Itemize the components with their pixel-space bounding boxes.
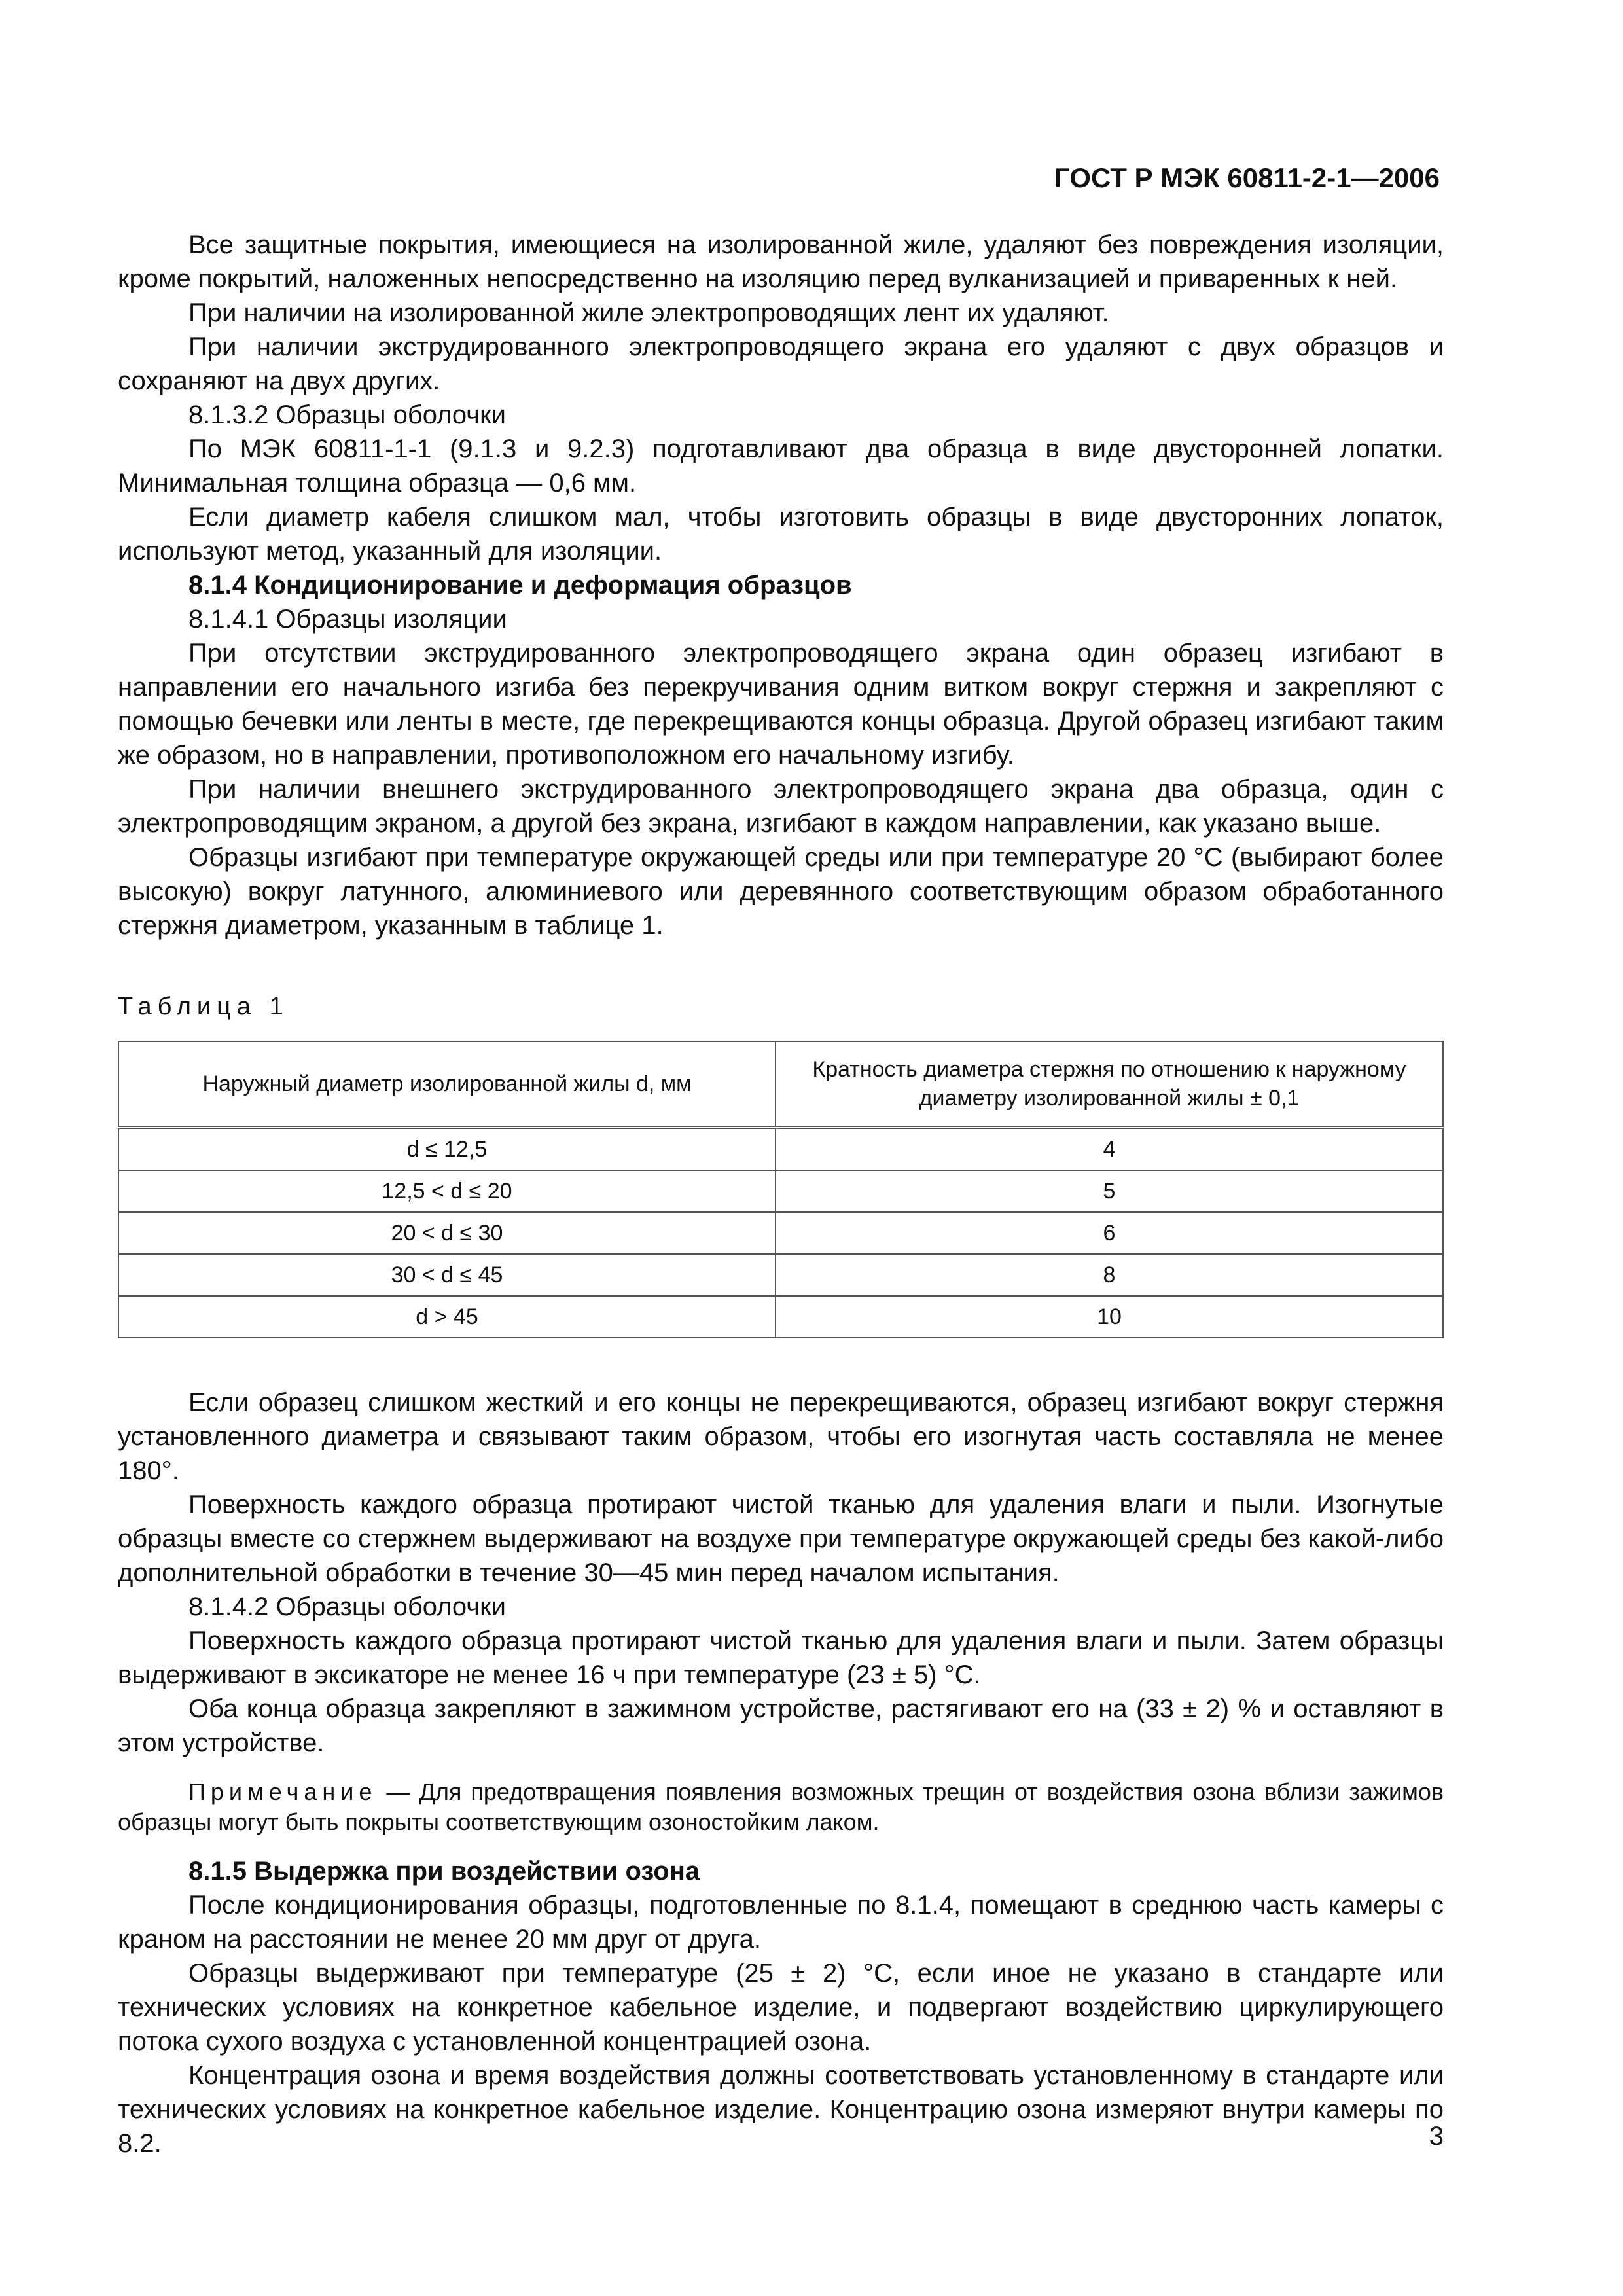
subsection-8-1-4-1: 8.1.4.1 Образцы изоляции	[188, 605, 507, 634]
table-cell-ratio: 4	[776, 1128, 1443, 1171]
column-header-outer-diameter: Наружный диаметр изолированной жилы d, мм	[118, 1041, 776, 1128]
table-cell-ratio: 10	[776, 1296, 1443, 1338]
standard-header: ГОСТ Р МЭК 60811-2-1—2006	[1054, 162, 1440, 193]
paragraph: Образцы изгибают при температуре окружающей среды или при температуре 20 °С (выбирают более высокую) вокруг латунного, алюминиевого или деревянного соответствующим образом обработанного стержня диаметром, указанным в таблице 1.	[118, 843, 1444, 940]
subsection-8-1-4-2: 8.1.4.2 Образцы оболочки	[188, 1592, 506, 1621]
page-number: 3	[1429, 2122, 1444, 2151]
subsection-8-1-3-2: 8.1.3.2 Образцы оболочки	[188, 401, 506, 429]
paragraph: При наличии на изолированной жиле электропроводящих лент их удаляют.	[188, 298, 1109, 327]
table-cell-diameter: d ≤ 12,5	[118, 1128, 776, 1171]
table-row	[118, 1170, 1443, 1212]
paragraph: Поверхность каждого образца протирают чистой тканью для удаления влаги и пыли. Затем образцы выдерживают в эксикаторе не менее 16 ч при температуре (23 ± 5) °С.	[118, 1626, 1444, 1689]
table-row	[118, 1296, 1443, 1338]
page-content	[118, 228, 1444, 2161]
paragraph: Поверхность каждого образца протирают чистой тканью для удаления влаги и пыли. Изогнутые образцы вместе со стержнем выдерживают на воздухе при температуре окружающей среды без какой-либо дополнительной обработки в течение 30—45 мин перед началом испытания.	[118, 1490, 1444, 1587]
paragraph: По МЭК 60811-1-1 (9.1.3 и 9.2.3) подготавливают два образца в виде двусторонней лопатки. Минимальная толщина образца — 0,6 мм.	[118, 435, 1444, 497]
note-text: — Для предотвращения появления возможных трещин от воздействия озона вблизи зажимов образцы могут быть покрыты соответствующим озоностойким лаком.	[118, 1778, 1444, 1835]
paragraph: При наличии экструдированного электропроводящего экрана его удаляют с двух образцов и сохраняют на двух других.	[118, 332, 1444, 395]
table-cell-diameter: 30 < d ≤ 45	[118, 1254, 776, 1296]
paragraph: Если образец слишком жесткий и его концы не перекрещиваются, образец изгибают вокруг стержня установленного диаметра и связывают таким образом, чтобы его изогнутая часть составляла не менее 180°.	[118, 1388, 1444, 1485]
paragraph: Все защитные покрытия, имеющиеся на изолированной жиле, удаляют без повреждения изоляции, кроме покрытий, наложенных непосредственно на изоляцию перед вулканизацией и приваренных к ней.	[118, 230, 1444, 293]
table-cell-diameter: 20 < d ≤ 30	[118, 1212, 776, 1254]
paragraph: Концентрация озона и время воздействия должны соответствовать установленному в стандарте или технических условиях на конкретное кабельное изделие. Концентрацию озона измеряют внутри камеры по 8.2.	[118, 2061, 1444, 2158]
note-label: Примечание	[188, 1778, 378, 1805]
table-cell-diameter: d > 45	[118, 1296, 776, 1338]
table-row	[118, 1128, 1443, 1171]
mandrel-diameter-table	[118, 1041, 1444, 1338]
table-row	[118, 1212, 1443, 1254]
note	[118, 1777, 1444, 1837]
table-caption: Таблица 1	[118, 993, 289, 1020]
section-heading-8-1-5: 8.1.5 Выдержка при воздействии озона	[188, 1857, 700, 1886]
table-cell-diameter: 12,5 < d ≤ 20	[118, 1170, 776, 1212]
paragraph: При наличии внешнего экструдированного электропроводящего экрана два образца, один с электропроводящим экраном, а другой без экрана, изгибают в каждом направлении, как указано выше.	[118, 775, 1444, 838]
table-header-row	[118, 1041, 1443, 1128]
paragraph: При отсутствии экструдированного электропроводящего экрана один образец изгибают в направлении его начального изгиба без перекручивания одним витком вокруг стержня и закрепляют с помощью бечевки или ленты в месте, где перекрещиваются концы образца. Другой образец изгибают таким же образом, но в направлении, противоположном его начальному изгибу.	[118, 639, 1444, 770]
paragraph: Если диаметр кабеля слишком мал, чтобы изготовить образцы в виде двусторонних лопаток, используют метод, указанный для изоляции.	[118, 503, 1444, 565]
paragraph: Оба конца образца закрепляют в зажимном устройстве, растягивают его на (33 ± 2) % и оставляют в этом устройстве.	[118, 1695, 1444, 1757]
paragraph: Образцы выдерживают при температуре (25 ± 2) °С, если иное не указано в стандарте или технических условиях на конкретное кабельное изделие, и подвергают воздействию циркулирующего потока сухого воздуха с установленной концентрацией озона.	[118, 1959, 1444, 2056]
section-heading-8-1-4: 8.1.4 Кондиционирование и деформация образцов	[188, 571, 852, 600]
table-row	[118, 1254, 1443, 1296]
column-header-mandrel-ratio: Кратность диаметра стержня по отношению к наружному диаметру изолированной жилы ± 0,1	[776, 1041, 1443, 1128]
table-cell-ratio: 6	[776, 1212, 1443, 1254]
table-cell-ratio: 8	[776, 1254, 1443, 1296]
paragraph: После кондиционирования образцы, подготовленные по 8.1.4, помещают в среднюю часть камеры с краном на расстоянии не менее 20 мм друг от друга.	[118, 1891, 1444, 1954]
table-cell-ratio: 5	[776, 1170, 1443, 1212]
